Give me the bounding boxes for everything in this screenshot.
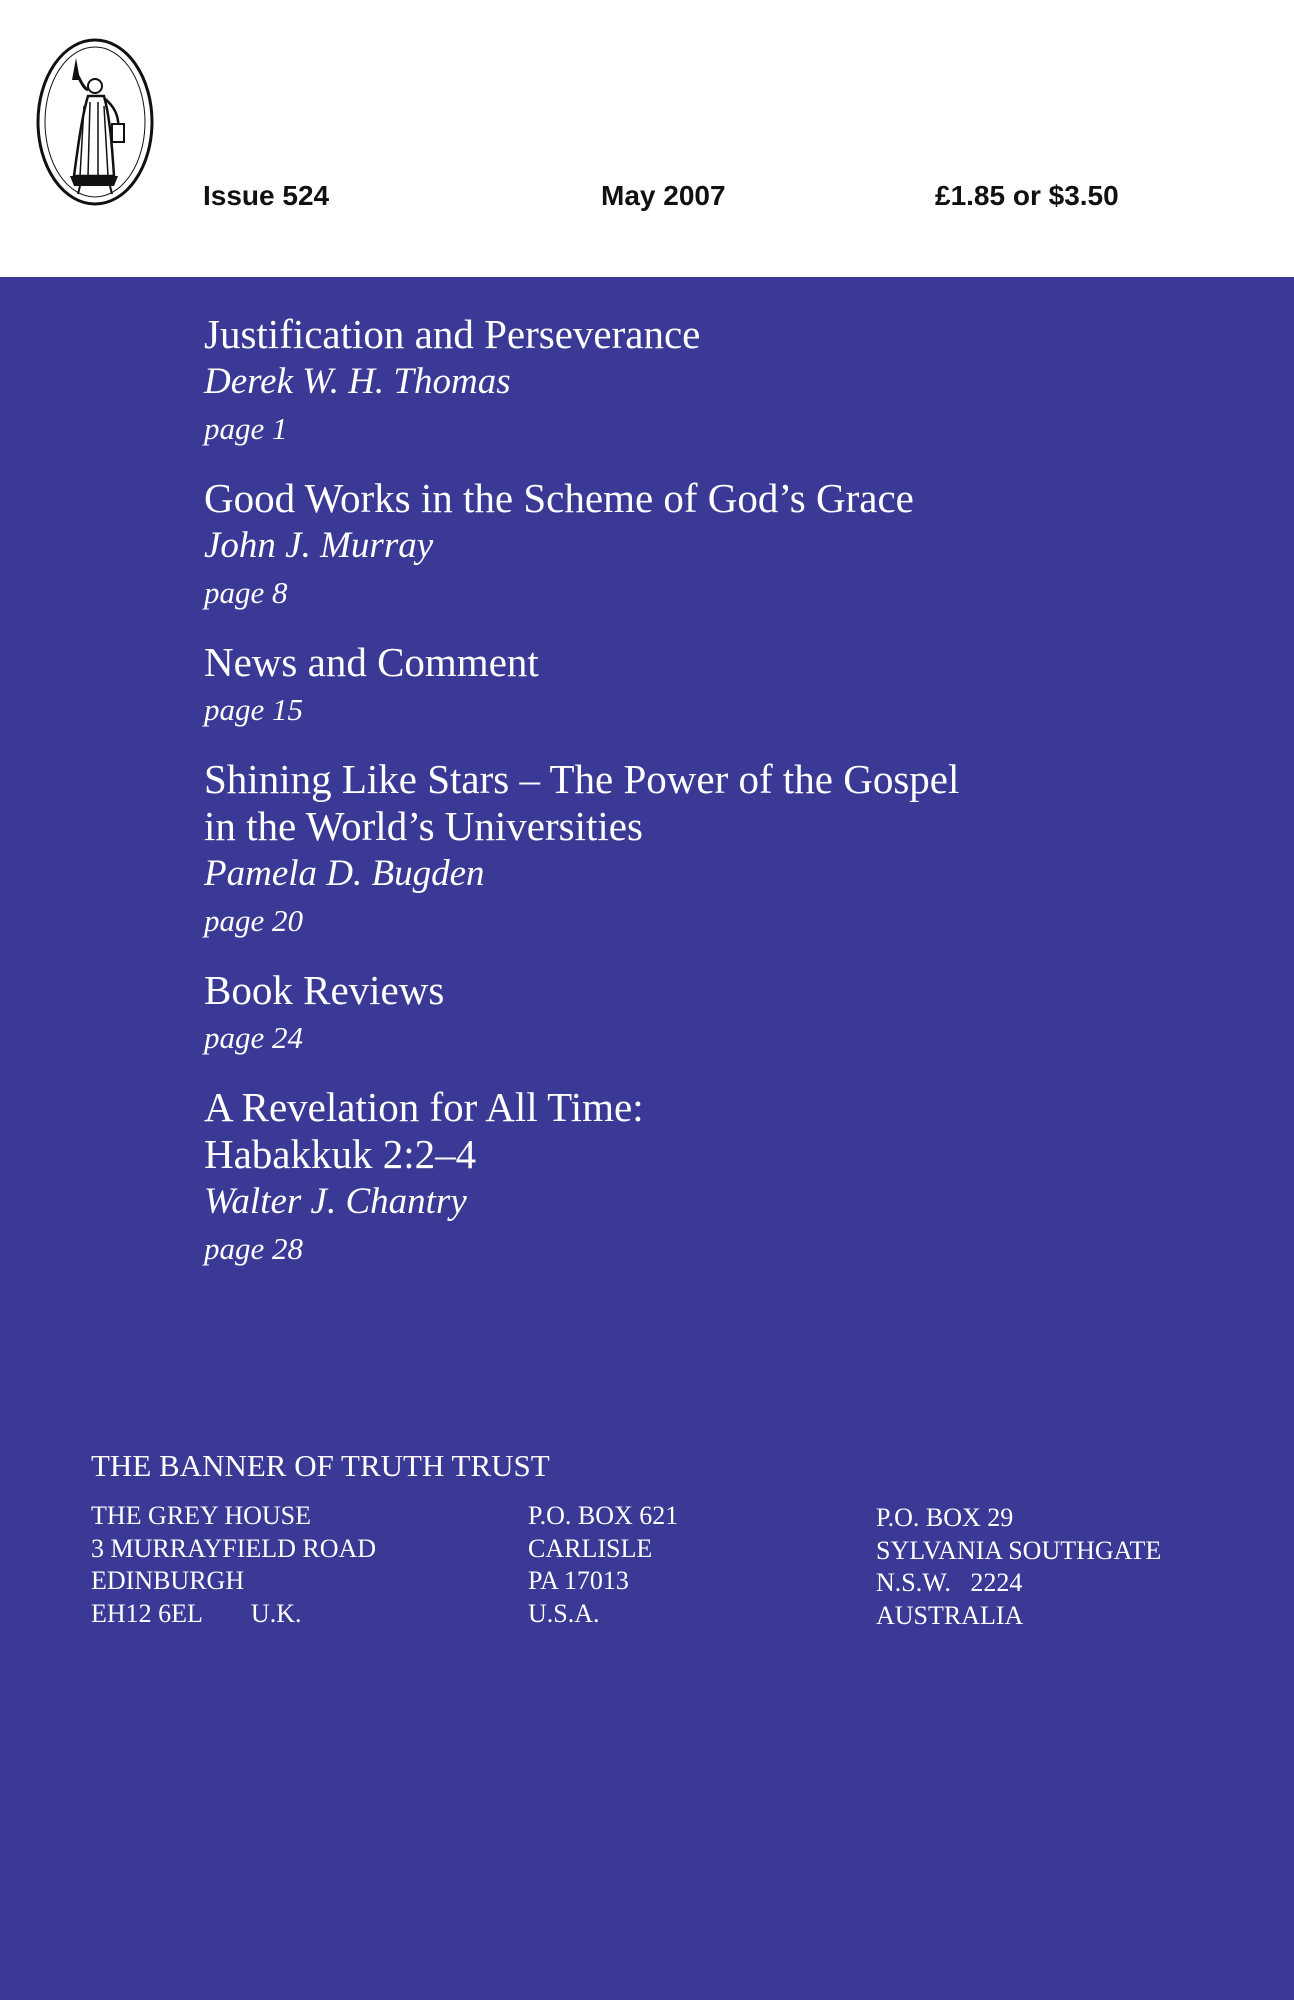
issue-number: Issue 524 [203, 180, 330, 211]
article-author: Walter J. Chantry [204, 1181, 467, 1222]
article-author: John J. Murray [204, 525, 434, 566]
issue-price: £1.85 or $3.50 [935, 180, 1119, 211]
country: U.K. [250, 1598, 302, 1628]
article-page: page 8 [204, 575, 288, 610]
article-title: News and Comment [204, 639, 539, 685]
article-page: page 1 [204, 411, 288, 446]
address-uk [91, 1500, 376, 1630]
publisher-block [91, 1446, 550, 1486]
address-line: N.S.W. 2224 [876, 1568, 1023, 1597]
address-usa [528, 1500, 678, 1630]
address-line: EDINBURGH [91, 1566, 245, 1595]
contents-item [204, 756, 1204, 945]
article-title-line-2: in the World’s Universities [204, 803, 643, 849]
address-line: 3 MURRAYFIELD ROAD [91, 1533, 377, 1563]
contents-item [204, 475, 1204, 617]
postcode: EH12 6EL [91, 1598, 203, 1628]
address-line: THE GREY HOUSE [91, 1501, 312, 1530]
issue-date: May 2007 [601, 180, 726, 211]
article-title: Good Works in the Scheme of God’s Grace [204, 475, 914, 521]
article-title-line-2: Habakkuk 2:2–4 [204, 1131, 477, 1177]
address-line: U.S.A. [528, 1598, 600, 1628]
address-australia [876, 1502, 1161, 1632]
address-line: PA 17013 [528, 1566, 629, 1595]
article-page: page 28 [204, 1231, 304, 1266]
contents-item [204, 311, 1204, 453]
article-page: page 20 [204, 903, 304, 938]
table-of-contents [204, 311, 1204, 1295]
article-title: Book Reviews [204, 967, 445, 1013]
article-author: Derek W. H. Thomas [204, 361, 511, 402]
contents-item [204, 1084, 1204, 1273]
address-line [91, 1598, 376, 1631]
address-line: SYLVANIA SOUTHGATE [876, 1535, 1162, 1565]
contents-item [204, 639, 1204, 734]
address-line: P.O. BOX 29 [876, 1503, 1014, 1532]
cover-header [0, 0, 1294, 277]
article-page: page 24 [204, 1020, 304, 1055]
article-title: Justification and Perseverance [204, 311, 701, 357]
article-title: A Revelation for All Time: [204, 1084, 644, 1130]
article-title: Shining Like Stars – The Power of the Gospel [204, 756, 960, 802]
address-line: P.O. BOX 621 [528, 1501, 679, 1530]
article-author: Pamela D. Bugden [204, 853, 485, 894]
cover-body [0, 277, 1294, 2000]
publisher-name: THE BANNER OF TRUTH TRUST [91, 1448, 550, 1483]
address-line: AUSTRALIA [876, 1600, 1024, 1630]
address-line: CARLISLE [528, 1533, 653, 1563]
contents-item [204, 967, 1204, 1062]
preacher-figure-logo-icon [34, 36, 156, 208]
article-page: page 15 [204, 692, 304, 727]
